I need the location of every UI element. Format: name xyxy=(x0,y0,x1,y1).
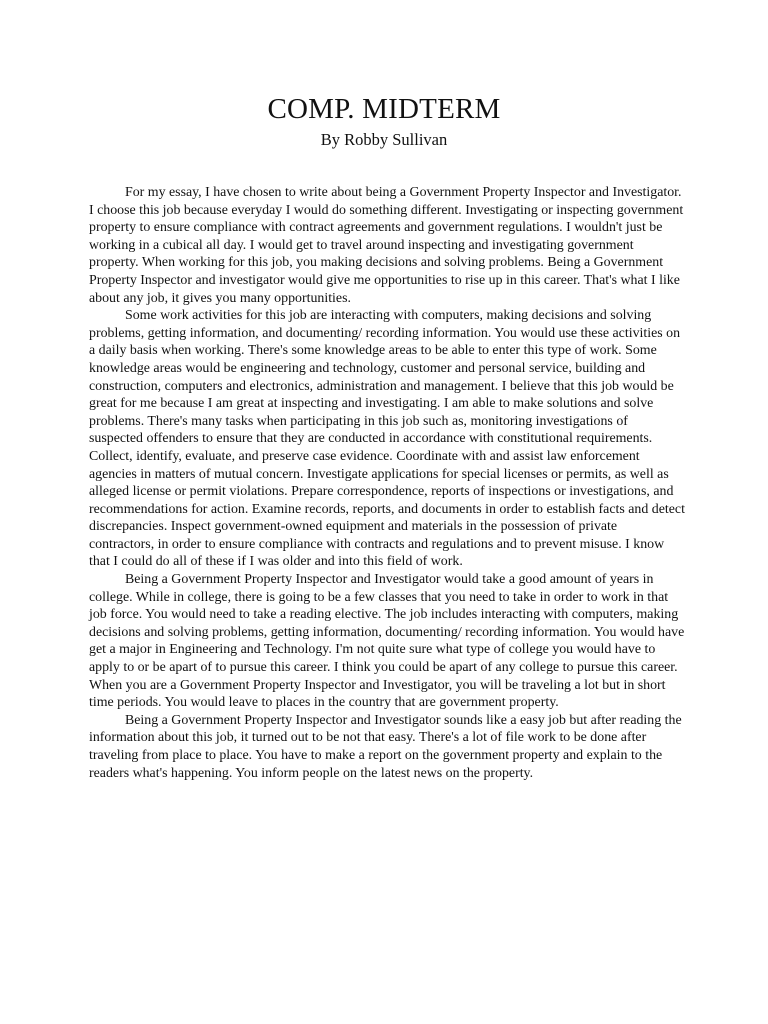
paragraph-1: For my essay, I have chosen to write about being a Government Property Inspector and Investigator. I choose this job because everyday I would do something different. Investigating or inspecting government property to ensure compliance with contract agreements and government regulations. I wouldn't just be working in a cubical all day. I would get to travel around inspecting and investigating government property. When working for this job, you making decisions and solving problems. Being a Government Property Inspector and investigator would give me opportunities to rise up in this career. That's what I like about any job, it gives you many opportunities. xyxy=(89,185,684,306)
author-byline: By Robby Sullivan xyxy=(320,130,448,149)
essay-body xyxy=(89,184,685,782)
page-title: COMP. MIDTERM xyxy=(267,93,501,125)
paragraph-3: Being a Government Property Inspector and Investigator would take a good amount of years in college. While in college, there is going to be a few classes that you need to take in order to work in that job force. You would need to take a reading elective. The job includes interacting with computers, making decisions and solving problems, getting information, documenting/ recording information. You would have get a major in Engineering and Technology. I'm not quite sure what type of college you would have to apply to or be apart of to pursue this career. I think you could be apart of any college to pursue this career. When you are a Government Property Inspector and Investigator, you will be traveling a lot but in short time periods. You would leave to places in the country that are government property. xyxy=(89,572,685,711)
paragraph-2: Some work activities for this job are interacting with computers, making decisions and solving problems, getting information, and documenting/ recording information. You would use these activities on a daily basis when working. There's some knowledge areas to be able to enter this type of work. Some knowledge areas would be engineering and technology, customer and personal service, building and construction, computers and electronics, administration and management. I believe that this job would be great for me because I am great at inspecting and investigating. I am able to make solutions and solve problems. There's many tasks when participating in this job such as, monitoring investigations of suspected offenders to ensure that they are conducted in accordance with constitutional requirements. Collect, identify, evaluate, and preserve case evidence. Coordinate with and assist law enforcement agencies in matters of mutual concern. Investigate applications for special licenses or permits, as well as alleged license or permit violations. Prepare correspondence, reports of inspections or investigations, and recommendations for action. Examine records, reports, and documents in order to establish facts and detect discrepancies. Inspect government-owned equipment and materials in the possession of private contractors, in order to ensure compliance with contracts and regulations and to prevent misuse. I know that I could do all of these if I was older and into this field of work. xyxy=(89,308,685,570)
paragraph-4: Being a Government Property Inspector and Investigator sounds like a easy job but after reading the information about this job, it turned out to be not that easy. There's a lot of file work to be done after traveling from place to place. You have to make a report on the government property and explain to the readers what's happening. You inform people on the latest news on the property. xyxy=(89,712,682,781)
